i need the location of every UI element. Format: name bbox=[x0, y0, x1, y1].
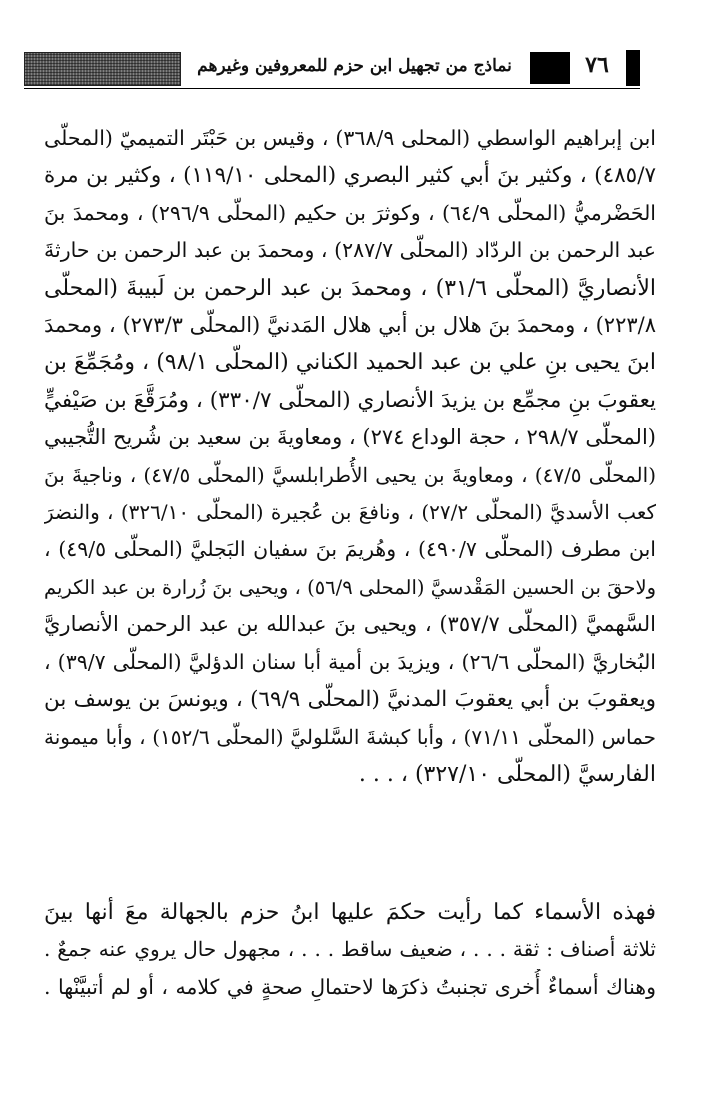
text-line: ابن إبراهيم الواسطي (المحلى ٣٦٨/٩) ، وقيس بن حَبْتَر التميميّ (المحلّى bbox=[44, 126, 656, 150]
text-line: ولاحقَ بن الحسين المَقْدسيَّ (المحلى ٥٦/٩) ، ويحيى بنَ زُرارة بن عبد الكريم bbox=[44, 575, 656, 599]
text-line: البُخاريَّ (المحلّى ٢٦/٦) ، ويزيدَ بن أمية أبا سنان الدؤليَّ (المحلّى ٣٩/٧) ، bbox=[44, 649, 656, 674]
header-black-bar bbox=[626, 50, 640, 86]
header-rule bbox=[24, 88, 640, 89]
paragraph-names-list bbox=[44, 120, 656, 793]
text-line: يعقوبَ بنِ مجمِّع بن يزيدَ الأنصاري (المحلّى ٣٣٠/٧) ، ومُرَقَّعَ بن صَيْفيٍّ bbox=[44, 387, 656, 413]
text-line: السَّهميَّ (المحلّى ٣٥٧/٧) ، ويحيى بنَ عبدالله بن عبد الرحمن الأنصاريَّ bbox=[44, 612, 656, 637]
text-line: حماس (المحلّى ٧١/١١) ، وأبا كبشةَ السَّلوليَّ (المحلّى ١٥٢/٦) ، وأبا ميمونة bbox=[44, 724, 656, 749]
text-line: وهناك أسماءٌ أُخرى تجنبتُ ذكرَها لاحتمالِ صحةٍ في كلامه ، أو لم أتبيَّنْها . bbox=[44, 974, 656, 999]
text-line: ويعقوبَ بن أبي يعقوبَ المدنيَّ (المحلّى ٦٩/٩) ، ويونسَ بن يوسف بن bbox=[44, 687, 656, 713]
text-line: الفارسيَّ (المحلّى ٣٢٧/١٠) ، . . . bbox=[358, 761, 656, 787]
text-line: ابن مطرف (المحلّى ٤٩٠/٧) ، وهُريمَ بنَ سفيان البَجليَّ (المحلّى ٤٩/٥) ، bbox=[44, 537, 656, 562]
text-line: ابنَ يحيى بنِ علي بن عبد الحميد الكناني (المحلّى ٩٨/١) ، ومُجَمِّعَ بن bbox=[44, 350, 656, 376]
text-line: عبد الرحمن بن الردّاد (المحلّى ٢٨٧/٧) ، ومحمدَ بن عبد الرحمن بن حارثةَ bbox=[44, 238, 656, 263]
text-line: الأنصاريَّ (المحلّى ٣١/٦) ، ومحمدَ بن عبد الرحمن بن لَبيبةَ (المحلّى bbox=[44, 275, 656, 301]
text-line: الحَضْرميُّ (المحلّى ٦٤/٩) ، وكوثرَ بن حكيم (المحلّى ٢٩٦/٩) ، ومحمدَ بنَ bbox=[44, 200, 656, 225]
text-line: ثلاثة أصناف : ثقة . . . ، ضعيف ساقط . . . ، مجهول حال يروي عنه جمعٌ . bbox=[44, 937, 656, 962]
running-title: نماذج من تجهيل ابن حزم للمعروفين وغيرهم bbox=[197, 56, 512, 76]
header-ornament bbox=[24, 52, 181, 86]
page-number: ٧٦ bbox=[585, 52, 609, 78]
text-line: ٢٢٣/٨) ، ومحمدَ بنَ هلال بن أبي هلال المَدنيَّ (المحلّى ٢٧٣/٣) ، ومحمدَ bbox=[44, 313, 656, 338]
text-line: (المحلّى ٢٩٨/٧ ، حجة الوداع ٢٧٤) ، ومعاويةَ بن سعيد بن شُريح التُّجيبي bbox=[44, 425, 656, 450]
paragraph-conclusion bbox=[44, 894, 656, 1006]
text-line: فهذه الأسماء كما رأيت حكمَ عليها ابنُ حزم بالجهالة معَ أنها بينَ bbox=[44, 900, 656, 925]
text-line: كعب الأسديَّ (المحلّى ٢٧/٢) ، ونافعَ بن عُجيرة (المحلّى ٣٢٦/١٠) ، والنضرَ bbox=[44, 500, 656, 525]
running-header bbox=[24, 50, 640, 92]
text-line: (المحلّى ٤٧/٥) ، ومعاويةَ بن يحيى الأُطرابلسيَّ (المحلّى ٤٧/٥) ، وناجيةَ بنَ bbox=[44, 462, 656, 487]
header-black-block bbox=[530, 52, 570, 84]
text-line: ٤٨٥/٧) ، وكثير بنَ أبي كثير البصري (المحلى ١١٩/١٠) ، وكثير بن مرة bbox=[44, 163, 656, 189]
